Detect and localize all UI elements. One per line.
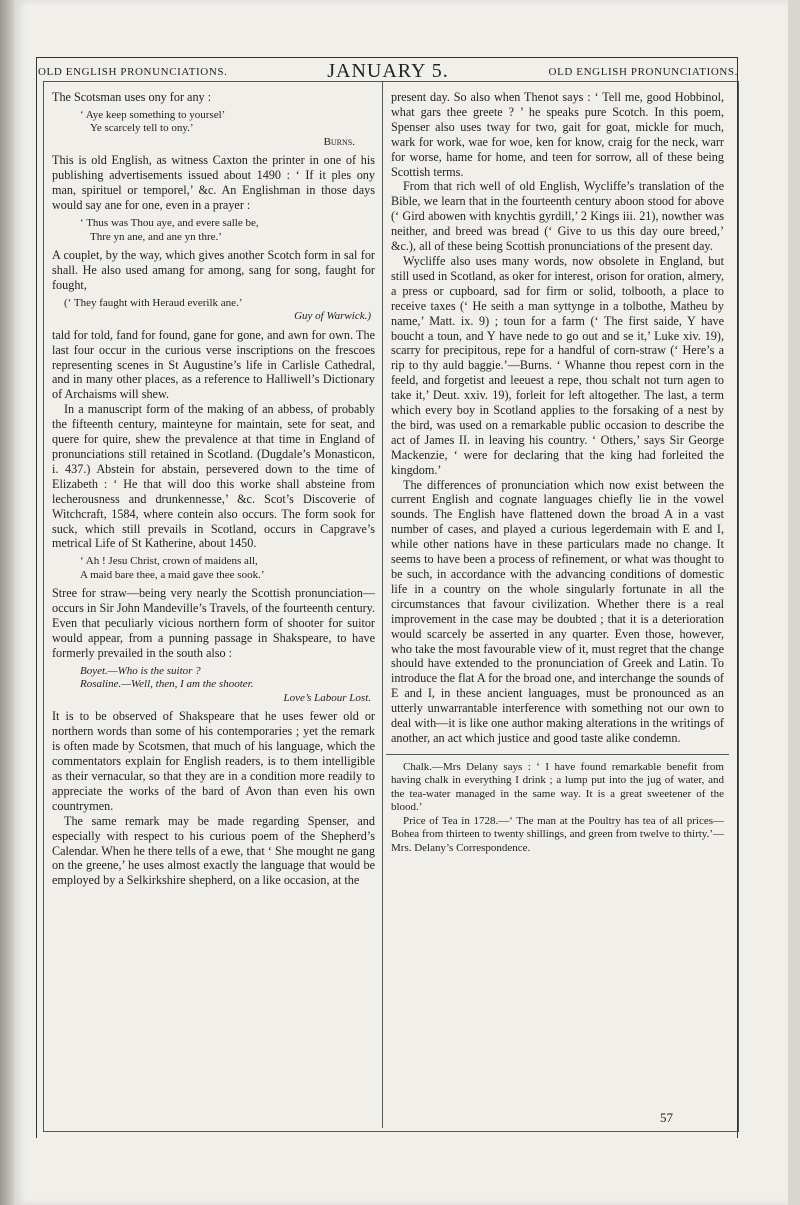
note-tea-price: Price of Tea in 1728.—‘ The man at the Poultry has tea of all prices—Bohea from thirteen to twenty shillings, and green from twelve to thirty.’—Mrs. Delany’s Correspondence. [391, 814, 724, 854]
paragraph: This is old English, as witness Caxton the printer in one of his publishing advertisements issued about 1490 : ‘ If it ples ony man, spirituel or temporel,’ &c. An Englishman in those days would say ane for one, even in a prayer : [52, 153, 375, 213]
verse-attribution: Love’s Labour Lost. [283, 691, 371, 704]
right-column [391, 90, 724, 855]
verse-line: ‘ Aye keep something to yoursel’ [80, 108, 226, 121]
header-date: JANUARY 5. [327, 60, 449, 82]
page-number: 57 [660, 1110, 673, 1125]
verse-line: Thre yn ane, and ane yn thre.’ [90, 230, 222, 243]
paragraph: Wycliffe also uses many words, now obsolete in England, but still used in Scotland, as oker for interest, orison for oration, almery, a press or cupboard, sad for firm or solid, tolbooth, a place to receive taxes (‘ He seith a man syttynge in a tolbothe, Matheu by name,’ Matt. ix. 9) ; toun for a farm (‘ The first saide, Y have boucht a toun, and Y have nede to go out and se it,’ Luke xiv. 19), scarry for precipitous, repe for a handful of corn-straw (‘ Here’s a rip to thy auld baggie.’—Burns. ‘ Whanne thou repest corn in the feeld, and forgetist and leeuest a repe, thou schalt not turn agen to take it,’ Deut. xxiv. 19), forleit for left altogether. The last, a term which every boy in Scotland applies to the forsaking of a nest by the bird, was used on a remarkable public occasion to describe the act of James II. in leaving his country. ‘ Others,’ says Sir George Mackenzie, ‘ were for declaring that the king had forleited the kingdom.’ [391, 253, 724, 477]
paragraph: The Scotsman uses ony for any : [52, 90, 212, 104]
verse-line: (‘ They faught with Heraud everilk ane.’ [64, 296, 243, 309]
verse-quote [80, 555, 375, 582]
column-divider [382, 82, 383, 1128]
paragraph: In a manuscript form of the making of an abbess, of probably the fifteenth century, mainteyne for maintain, sete for seat, and quere for quire, shew the prevalence at that time in England of pronunciations still retained in Scotland. (Dugdale’s Monasticon, i. 437.) Abstein for abstain, persevered down to the time of Elizabeth : ‘ He that will doo this worke shall absteine from lecherousness and drunkennesse,’ &c. Scot’s Discoverie of Witchcraft, 1584, where contein also occurs. The form sook for suck, which still prevails in Scotland, occurs in Capgrave’s metrical Life of St Katherine, about 1450. [52, 402, 375, 551]
verse-line: Rosaline.—Well, then, I am the shooter. [80, 678, 254, 691]
paragraph: tald for told, fand for found, gane for gone, and awn for own. The last four occur in the curious verse inscriptions on the frescoes representing scenes in St Augustine’s life in Carlisle Cathedral, and in many other places, as a reference to Halliwell’s Dictionary of Archaisms will shew. [52, 327, 375, 402]
verse-line: ‘ Ah ! Jesu Christ, crown of maidens all, [80, 555, 258, 568]
verse-line: Ye scarcely tell to ony.’ [90, 122, 194, 135]
paragraph: A couplet, by the way, which gives another Scotch form in sal for shall. He also used amang for among, sang for song, faught for fought, [52, 248, 375, 292]
verse-quote [64, 297, 375, 324]
paragraph: Stree for straw—being very nearly the Scottish pronunciation—occurs in Sir John Mandeville’s Travels, of the fourteenth century. Even that peculiarly vicious northern form of shooter for suitor would appear, from a punning passage in Shakspeare, to have formerly prevailed in the south also : [52, 586, 375, 660]
verse-line: A maid bare thee, a maid gave thee sook.’ [80, 568, 265, 581]
verse-line: ‘ Thus was Thou aye, and evere salle be, [80, 217, 259, 230]
paragraph: The differences of pronunciation which now exist between the current English and cognate languages chiefly lie in the vowel sounds. The English have flattened down the broad A in a vast number of cases, and played a curious legerdemain with E and I, while other nations have in these particulars made no change. It seems to have been a process of refinement, or what was thought to be such, in accordance with the advancing conditions of domestic life in a country on the whole singularly fortunate in all the circumstances that favour civilization. Whether there is a real improvement in the case may be doubted ; that it is a deterioration would scarcely be asserted in any quarter. Even those, however, who take the most favourable view of it, must regret that the change should have extended to the pronunciation of Greek and Latin. To introduce the flat A for the broad one, and interchange the sounds of E and I, in these ancient languages, must be pronounced as an utterly unwarrantable interference with something not our own to deal with—it is like one author making alterations in the writings of another, an act which justice and good taste alike condemn. [391, 477, 724, 745]
verse-quote [80, 217, 375, 244]
section-rule [386, 754, 729, 755]
verse-quote [80, 109, 375, 150]
paragraph: From that rich well of old English, Wycliffe’s translation of the Bible, we learn that in the fourteenth century aboon stood for above (‘ Gird abowen with knychtis gyrdill,’ 2 Kings iii. 21), nowther was neither, and breed was bread (‘ Give to us this day oure breed,’ &c.), all of these being Scottish pronunciations of the present day. [391, 179, 724, 254]
verse-quote [80, 665, 375, 706]
paragraph: The same remark may be made regarding Spenser, and especially with respect to his curious poem of the Shepherd’s Calendar. When he there tells of a ewe, that ‘ She mought ne gang on the greene,’ he uses almost exactly the language that would be employed by a Selkirkshire shepherd, on a like occasion, at the [52, 813, 375, 888]
left-column [52, 90, 375, 888]
verse-attribution: Burns. [323, 135, 355, 148]
header-right-title: OLD ENGLISH PRONUNCIATIONS. [548, 66, 738, 78]
note-chalk: Chalk.—Mrs Delany says : ‘ I have found remarkable benefit from having chalk in everything I drink ; a lump put into the jug of water, and the tea-water managed in the same way. It is a great sweetener of the blood.’ [391, 760, 724, 814]
paragraph: It is to be observed of Shakspeare that he uses fewer old or northern words than some of his contemporaries ; yet the remark is often made by Scotsmen, that much of his language, which the commentators explain for English readers, is to them intelligible as their vernacular, so that they are in a condition more readily to appreciate the works of the bard of Avon than even his own countrymen. [52, 709, 375, 813]
paragraph: present day. So also when Thenot says : ‘ Tell me, good Hobbinol, what gars thee greete ? ’ he speaks pure Scotch. In this poem, Spenser also uses tway for two, gait for goat, mickle for much, wark for work, wae for woe, ken for know, craig for the neck, warr for worse, hame for home, and teen for sorrow, all of these being Scottish terms. [391, 90, 724, 179]
verse-attribution: Guy of Warwick.) [294, 310, 371, 323]
verse-line: Boyet.—Who is the suitor ? [80, 664, 201, 677]
header-left-title: OLD ENGLISH PRONUNCIATIONS. [38, 66, 228, 78]
